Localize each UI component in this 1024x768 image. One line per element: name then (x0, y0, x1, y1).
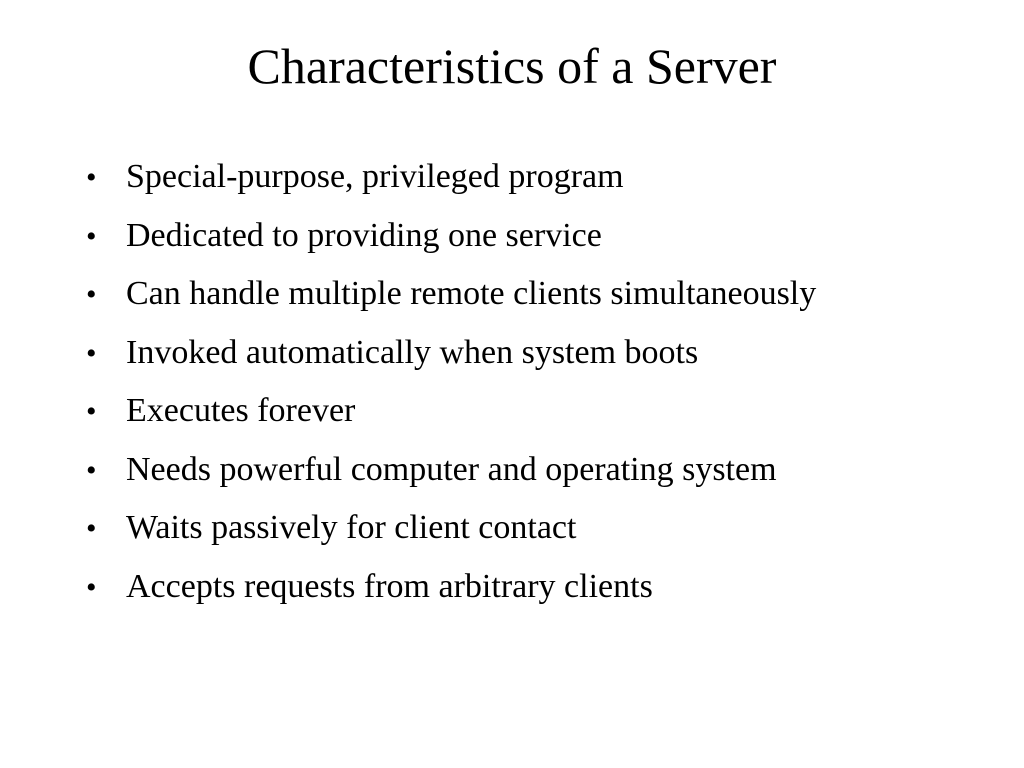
bullet-icon: • (86, 395, 97, 428)
list-item (86, 441, 986, 500)
bullet-icon: • (86, 219, 97, 253)
slide-title: Characteristics of a Server (247, 38, 777, 94)
bullet-text: Special-purpose, privileged program (126, 158, 624, 195)
list-item (86, 324, 986, 383)
list-item (86, 207, 986, 266)
bullet-text: Invoked automatically when system boots (126, 333, 699, 371)
bullet-icon: • (86, 570, 97, 604)
bullet-icon: • (86, 453, 97, 487)
bullet-icon: • (86, 336, 97, 370)
bullet-text: Executes forever (126, 392, 356, 429)
list-item (86, 148, 986, 207)
list-item (86, 558, 986, 617)
list-item (86, 382, 986, 441)
bullet-icon: • (86, 278, 97, 311)
bullet-text: Waits passively for client contact (126, 509, 577, 546)
bullet-text: Accepts requests from arbitrary clients (126, 567, 653, 605)
bullet-text: Dedicated to providing one service (126, 216, 602, 254)
list-item (86, 499, 986, 558)
bullet-icon: • (86, 512, 97, 545)
list-item (86, 265, 986, 324)
bullet-icon: • (86, 161, 97, 194)
bullet-text: Can handle multiple remote clients simultaneously (126, 275, 817, 312)
bullet-text: Needs powerful computer and operating system (126, 450, 777, 488)
bullet-list (86, 148, 986, 616)
